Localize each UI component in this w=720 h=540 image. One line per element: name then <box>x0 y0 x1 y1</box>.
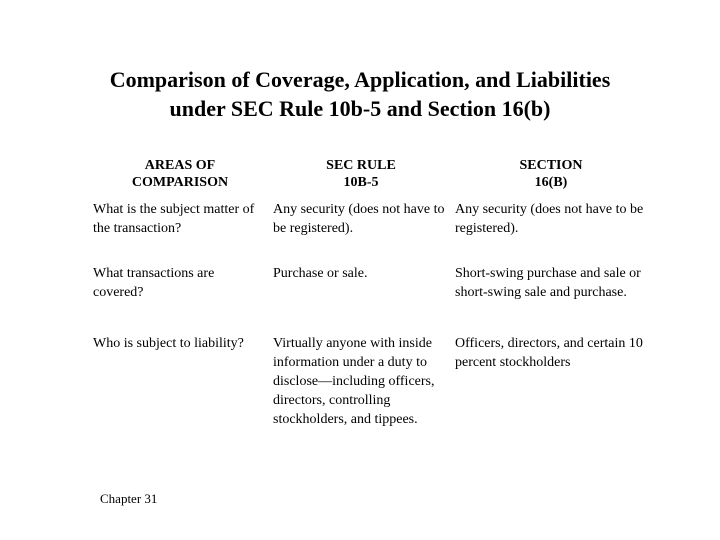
cell-rule-10b5: Purchase or sale. <box>273 266 368 281</box>
header-areas-of-comparison <box>90 157 270 200</box>
table-header-row <box>90 157 650 200</box>
header-line: 10B-5 <box>343 175 379 190</box>
cell-area: What is the subject matter of the transaction? <box>93 202 255 236</box>
header-sec-rule-10b5 <box>270 157 452 200</box>
comparison-table <box>90 157 650 444</box>
chapter-footer: Chapter 31 <box>100 491 158 506</box>
header-line: SECTION <box>519 158 583 173</box>
cell-rule-10b5: Any security (does not have to be registered). <box>273 202 445 236</box>
header-line: AREAS OF <box>144 158 216 173</box>
cell-section-16b: Any security (does not have to be registered). <box>455 202 644 236</box>
title-line-2: under SEC Rule 10b-5 and Section 16(b) <box>169 96 551 121</box>
table-row <box>90 200 650 264</box>
header-section-16b <box>452 157 650 200</box>
cell-area: Who is subject to liability? <box>93 336 244 351</box>
page-title <box>40 65 680 123</box>
cell-section-16b: Officers, directors, and certain 10 percent stockholders <box>455 336 643 370</box>
header-line: 16(B) <box>534 175 568 190</box>
cell-section-16b: Short-swing purchase and sale or short-swing sale and purchase. <box>455 266 641 300</box>
header-line: SEC RULE <box>326 158 396 173</box>
header-line: COMPARISON <box>131 175 229 190</box>
cell-rule-10b5: Virtually anyone with inside information under a duty to disclose—including officers, directors, controlling stockholders, and tippees. <box>273 336 435 427</box>
table-row <box>90 264 650 334</box>
title-line-1: Comparison of Coverage, Application, and Liabilities <box>109 67 611 92</box>
table-row <box>90 334 650 444</box>
cell-area: What transactions are covered? <box>93 266 215 300</box>
